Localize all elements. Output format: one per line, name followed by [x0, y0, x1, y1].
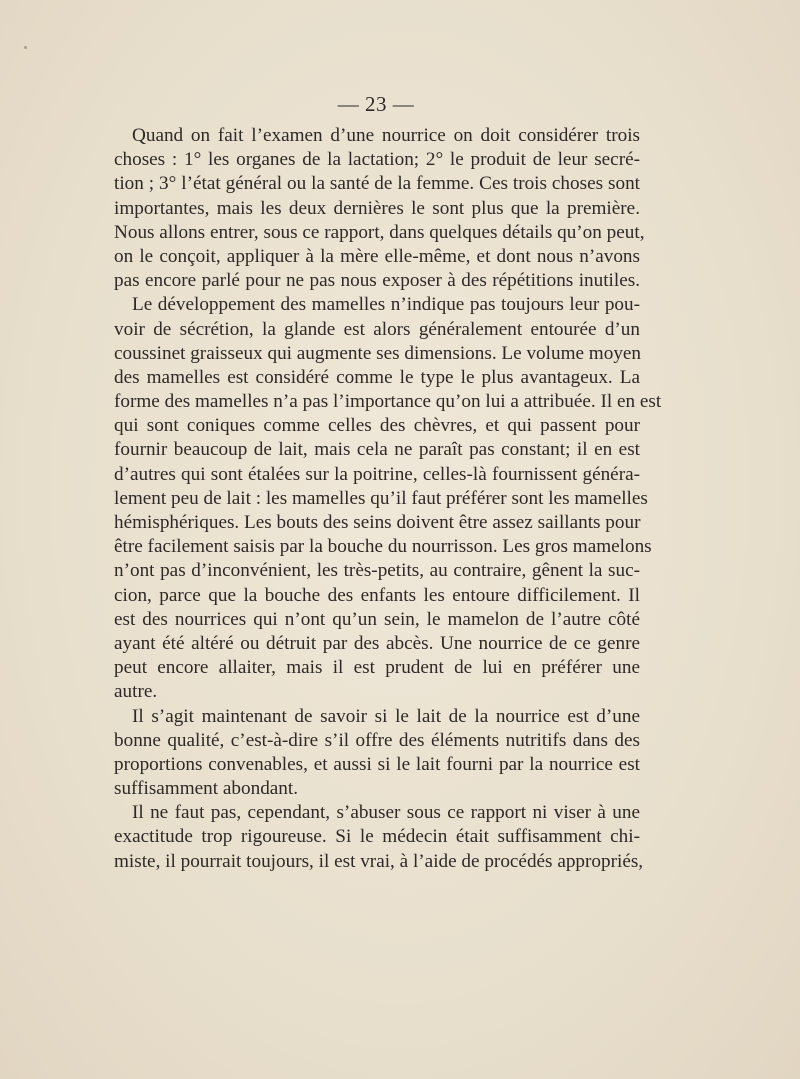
- text-line: bonne qualité, c’est-à-dire s’il offre des éléments nutritifs dans des: [114, 729, 640, 751]
- text-line: Quand on fait l’examen d’une nourrice on doit considérer trois: [132, 125, 640, 146]
- body-text: [114, 124, 662, 874]
- paragraph-examen-nourrice: [114, 124, 645, 293]
- text-line: forme des mamelles n’a pas l’importance qu’on lui a attribuée. Il en est: [114, 391, 662, 413]
- text-line: être facilement saisis par la bouche du nourrisson. Les gros mamelons: [114, 536, 652, 558]
- text-line: lement peu de lait : les mamelles qu’il faut préférer sont les mamelles: [114, 487, 648, 509]
- text-line: suffisamment abondant.: [114, 778, 299, 800]
- text-line: miste, il pourrait toujours, il est vrai, à l’aide de procédés appropriés,: [114, 850, 644, 872]
- text-line: ayant été altéré ou détruit par des abcès. Une nourrice de ce genre: [114, 632, 640, 654]
- text-line: tion ; 3° l’état général ou la santé de la femme. Ces trois choses sont: [114, 173, 640, 195]
- paragraph-qualite-lait: [114, 705, 640, 802]
- text-line: des mamelles est considéré comme le type le plus avantageux. La: [114, 366, 640, 388]
- text-line: cion, parce que la bouche des enfants les entoure difficilement. Il: [114, 584, 640, 606]
- text-line: est des nourrices qui n’ont qu’un sein, le mamelon de l’autre côté: [114, 608, 640, 630]
- text-line: on le conçoit, appliquer à la mère elle-même, et dont nous n’avons: [114, 245, 640, 267]
- ink-speck: [24, 46, 27, 49]
- text-line: proportions convenables, et aussi si le lait fourni par la nourrice est: [114, 753, 640, 775]
- text-line: peut encore allaiter, mais il est prudent de lui en préférer une: [114, 657, 640, 679]
- text-line: coussinet graisseux qui augmente ses dimensions. Le volume moyen: [114, 342, 642, 364]
- text-line: fournir beaucoup de lait, mais cela ne paraît pas constant; il en est: [114, 439, 640, 461]
- text-line: qui sont coniques comme celles des chèvres, et qui passent pour: [114, 415, 640, 437]
- text-line: importantes, mais les deux dernières le sont plus que la première.: [114, 197, 640, 219]
- text-line: exactitude trop rigoureuse. Si le médecin était suffisamment chi-: [114, 826, 640, 848]
- text-line: autre.: [114, 681, 158, 703]
- paragraph-mamelles: [114, 293, 662, 704]
- text-line: Nous allons entrer, sous ce rapport, dans quelques détails qu’on peut,: [114, 221, 645, 243]
- text-line: hémisphériques. Les bouts des seins doivent être assez saillants pour: [114, 512, 641, 533]
- text-line: d’autres qui sont étalées sur la poitrine, celles-là fournissent généra-: [114, 463, 640, 485]
- page-number: — 23 —: [337, 92, 415, 116]
- text-line: pas encore parlé pour ne pas nous exposer à des répétitions inutiles.: [114, 270, 640, 292]
- text-line: Il ne faut pas, cependant, s’abuser sous ce rapport ni viser à une: [132, 802, 640, 824]
- text-line: voir de sécrétion, la glande est alors généralement entourée d’un: [114, 318, 640, 340]
- paragraph-exactitude: [114, 801, 644, 874]
- text-line: n’ont pas d’inconvénient, les très-petits, au contraire, gênent la suc-: [114, 560, 640, 582]
- text-line: Il s’agit maintenant de savoir si le lait de la nourrice est d’une: [132, 705, 640, 727]
- text-line: choses : 1° les organes de la lactation; 2° le produit de leur secré-: [114, 149, 640, 171]
- text-line: Le développement des mamelles n’indique pas toujours leur pou-: [132, 294, 640, 316]
